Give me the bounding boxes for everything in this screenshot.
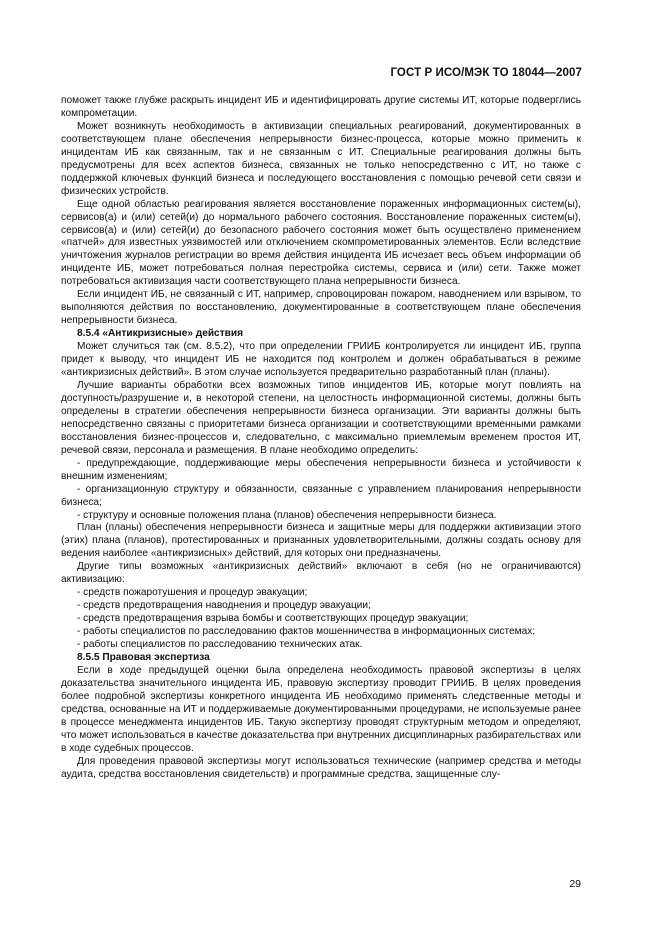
list-item: - структуру и основные положения плана (планов) обеспечения непрерывности бизнеса. [77,509,497,521]
paragraph: Другие типы возможных «антикризисных действий» включают в себя (но не ограничиваются) активизацию: [61,561,581,586]
paragraph: Для проведения правовой экспертизы могут использоваться технические (например средства и методы аудита, средства восстановления свидетельств) и программные средства, защищенные слу- [61,755,581,780]
list-item: - средств пожаротушения и процедур эвакуации; [77,587,308,599]
list-item: - средств предотвращения взрыва бомбы и соответствующих процедур эвакуации; [77,613,469,625]
page-number: 29 [569,878,581,890]
section-heading-8-5-5: 8.5.5 Правовая экспертиза [77,651,210,663]
paragraph: Может возникнуть необходимость в активизации специальных реагирований, документированных в соответствующем плане обеспечения непрерывности бизнес-процесса, которые можно применить к инцидентам ИБ как связанным, так и не связанным с ИТ. Специальные реагирования должны быть предусмотрены для всех аспектов бизнеса, связанных не только непосредственно с ИТ, но также с поддержкой ключевых функций бизнеса и последующего восстановления с помощью речевой сети связи и физических устройств. [61,120,581,197]
page-body [61,95,581,782]
list-item: - работы специалистов по расследованию фактов мошенничества в информационных системах; [77,626,536,638]
paragraph: План (планы) обеспечения непрерывности бизнеса и защитные меры для поддержки активизации этого (этих) плана (планов), протестированных и признанных удовлетворительными, должны создать основу для ведения наиболее «антикризисных» действий, для которых они предназначены. [61,522,581,560]
paragraph: Лучшие варианты обработки всех возможных типов инцидентов ИБ, которые могут повлиять на доступность/разрушение и, в некоторой степени, на целостность информационной системы, должны быть определены в стратегии обеспечения непрерывности бизнеса организации. Эти варианты должны быть непосредственно связаны с приоритетами бизнеса организации и соответствующими временными рамками восстановления бизнес-процессов и, следовательно, с максимально приемлемым временем простоя ИТ, речевой связи, персонала и размещения. В плане необходимо определить: [61,379,581,456]
document-header: ГОСТ Р ИСО/МЭК ТО 18044—2007 [390,67,582,79]
paragraph: Если инцидент ИБ, не связанный с ИТ, например, спровоцирован пожаром, наводнением или взрывом, то выполняются действия по восстановлению, документированные в соответствующем плане обеспечения непрерывности бизнеса. [61,289,581,327]
list-item: - предупреждающие, поддерживающие меры обеспечения непрерывности бизнеса и устойчивости к внешним изменениям; [61,457,581,482]
list-item: - работы специалистов по расследованию технических атак. [77,639,363,651]
list-item: - средств предотвращения наводнения и процедур эвакуации; [77,600,371,612]
paragraph: Еще одной областью реагирования является восстановление пораженных информационных систем(ы), сервисов(а) и (или) сетей(и) до нормального рабочего состояния. Восстановление пораженных систем(ы), сервисов(а) и (или) сетей(и) до безопасного рабочего состояния может быть осуществлено применением «патчей» для известных уязвимостей или отключением скомпрометированных элементов. Если вследствие уничтожения журналов регистрации во время действия инцидента ИБ исчезает весь объем информации об инциденте ИБ, может потребоваться полная перестройка системы, сервиса и (или) сети. Также может потребоваться активизация части соответствующего плана непрерывности бизнеса. [61,198,581,288]
paragraph-continued: поможет также глубже раскрыть инцидент ИБ и идентифицировать другие системы ИТ, которые подверглись компрометации. [61,95,581,119]
section-heading-8-5-4: 8.5.4 «Антикризисные» действия [77,328,244,340]
paragraph: Может случиться так (см. 8.5.2), что при определении ГРИИБ контролируется ли инцидент ИБ, группа придет к выводу, что инцидент ИБ не находится под контролем и должен обрабатываться в режиме «антикризисных действий». В этом случае используется предварительно разработанный план (планы). [61,341,581,379]
list-item: - организационную структуру и обязанности, связанные с управлением планирования непрерывности бизнеса; [61,483,581,508]
paragraph: Если в ходе предыдущей оценки была определена необходимость правовой экспертизы в целях доказательства значительного инцидента ИБ, правовую экспертизу проводит ГРИИБ. В целях проведения более подробной экспертизы конкретного инцидента ИБ необходимо применять следственные методы и средства, основанные на ИТ и поддерживаемые документированными процедурами, не используемые ранее в процессе менеджмента инцидентов ИБ. Такую экспертизу проводят структурным методом и определяют, что может использоваться в качестве доказательства при внутренних дисциплинарных разбирательствах или в ходе судебных процессов. [61,664,581,754]
